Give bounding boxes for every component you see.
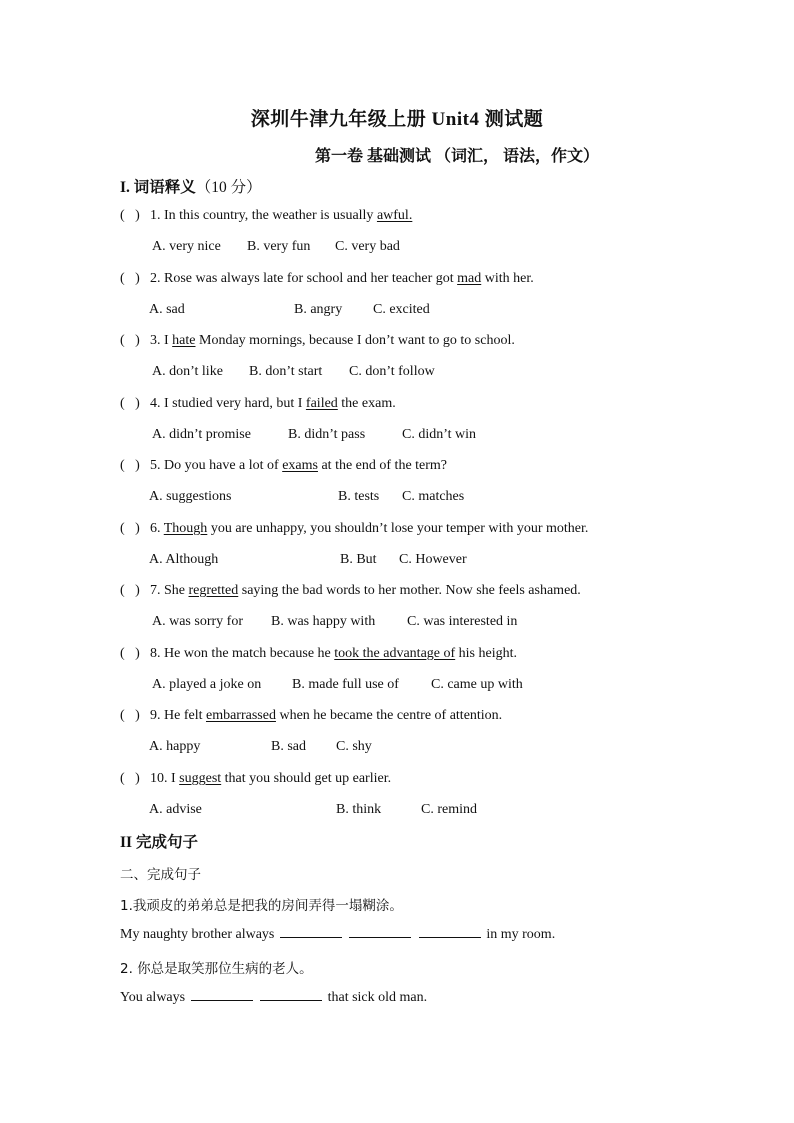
options-7 — [120, 614, 720, 634]
question-text: 9. He felt — [150, 708, 206, 723]
underlined-word: embarrassed — [205, 708, 276, 723]
page-subtitle: 第一卷 基础测试 （词汇， 语法，作文） — [314, 148, 599, 165]
answer-blank[interactable] — [191, 988, 253, 1001]
options-3 — [120, 364, 720, 384]
question-text: 3. I — [150, 333, 173, 348]
question-5 — [120, 458, 447, 474]
option-c[interactable]: C. However — [399, 552, 467, 567]
answer-bracket[interactable]: ( ) — [120, 396, 140, 411]
option-c[interactable]: C. came up with — [431, 677, 523, 692]
option-c[interactable]: C. don’t follow — [349, 364, 435, 379]
question-text-end: Monday mornings, because I don’t want to go to school. — [195, 333, 515, 348]
answer-bracket[interactable]: ( ) — [120, 771, 140, 786]
underlined-word: regretted — [188, 583, 239, 598]
answer-blank[interactable] — [349, 925, 411, 938]
option-c[interactable]: C. remind — [421, 802, 477, 817]
option-b[interactable]: B. don’t start — [249, 364, 323, 379]
option-a[interactable]: A. advise — [149, 802, 202, 817]
question-text-end: the exam. — [337, 396, 396, 411]
option-c[interactable]: C. very bad — [335, 239, 400, 254]
option-c[interactable]: C. was interested in — [407, 614, 518, 629]
answer-bracket[interactable]: ( ) — [120, 333, 140, 348]
option-b[interactable]: B. didn’t pass — [288, 427, 366, 442]
option-a[interactable]: A. was sorry for — [152, 614, 243, 629]
underlined-word: exams — [282, 458, 318, 473]
answer-bracket[interactable]: ( ) — [120, 708, 140, 723]
option-b[interactable]: B. tests — [338, 489, 380, 504]
underlined-word: hate — [172, 333, 196, 348]
option-a[interactable]: A. Although — [149, 552, 219, 567]
section-1-title: I. 词语释义 — [120, 179, 196, 196]
sentence-1-english — [120, 925, 555, 943]
question-text-end: you are unhappy, you shouldn’t lose your temper with your mother. — [207, 521, 589, 536]
question-1 — [120, 208, 412, 224]
answer-blank[interactable] — [280, 925, 342, 938]
underlined-word: suggest — [179, 771, 222, 786]
question-text: 8. He won the match because he — [150, 646, 335, 661]
answer-bracket[interactable]: ( ) — [120, 521, 140, 536]
option-a[interactable]: A. suggestions — [149, 489, 232, 504]
option-b[interactable]: B. very fun — [247, 239, 311, 254]
question-9 — [120, 708, 502, 724]
answer-blank[interactable] — [419, 925, 481, 938]
page-title: 深圳牛津九年级上册 Unit4 测试题 — [250, 109, 544, 130]
question-6 — [120, 521, 588, 537]
section-1-heading — [120, 175, 262, 197]
sentence-2-chinese: 2. 你总是取笑那位生病的老人。 — [120, 961, 313, 977]
question-text-end: his height. — [455, 646, 518, 661]
question-text-end: saying the bad words to her mother. Now she feels ashamed. — [238, 583, 581, 598]
section-2-subheading: 二、完成句子 — [120, 867, 201, 883]
option-a[interactable]: A. don’t like — [152, 364, 223, 379]
option-a[interactable]: A. sad — [149, 302, 185, 317]
option-a[interactable]: A. very nice — [152, 239, 221, 254]
option-c[interactable]: C. excited — [373, 302, 430, 317]
question-2 — [120, 271, 534, 287]
option-b[interactable]: B. made full use of — [292, 677, 399, 692]
option-b[interactable]: B. sad — [271, 739, 306, 754]
answer-bracket[interactable]: ( ) — [120, 208, 140, 223]
question-text-end: that you should get up earlier. — [221, 771, 392, 786]
underlined-word: failed — [305, 396, 338, 411]
question-text: 6. — [150, 521, 164, 536]
option-c[interactable]: C. didn’t win — [402, 427, 477, 442]
question-text: 10. I — [150, 771, 180, 786]
question-text-end: when he became the centre of attention. — [275, 708, 503, 723]
answer-blank[interactable] — [260, 988, 322, 1001]
options-8 — [120, 677, 720, 697]
question-text-end: with her. — [481, 271, 534, 286]
options-10 — [120, 802, 720, 822]
section-2-heading: II 完成句子 — [120, 834, 198, 851]
option-c[interactable]: C. shy — [336, 739, 372, 754]
option-b[interactable]: B. was happy with — [271, 614, 376, 629]
underlined-word: Though — [163, 521, 208, 536]
sentence-1-chinese: 1.我顽皮的弟弟总是把我的房间弄得一塌糊涂。 — [120, 898, 403, 914]
sentence-2-suffix: that sick old man. — [327, 990, 428, 1005]
options-6 — [120, 552, 720, 572]
question-7 — [120, 583, 581, 599]
question-text: 7. She — [150, 583, 189, 598]
option-a[interactable]: A. happy — [149, 739, 201, 754]
question-4 — [120, 396, 396, 412]
option-c[interactable]: C. matches — [402, 489, 465, 504]
answer-bracket[interactable]: ( ) — [120, 458, 140, 473]
option-a[interactable]: A. didn’t promise — [152, 427, 251, 442]
option-b[interactable]: B. angry — [294, 302, 343, 317]
section-1-score: （10 分） — [195, 179, 262, 196]
options-9 — [120, 739, 720, 759]
answer-bracket[interactable]: ( ) — [120, 271, 140, 286]
question-text: 5. Do you have a lot of — [150, 458, 283, 473]
options-4 — [120, 427, 720, 447]
sentence-2-english — [120, 988, 427, 1006]
question-10 — [120, 771, 391, 787]
underlined-word: mad — [457, 271, 482, 286]
option-a[interactable]: A. played a joke on — [152, 677, 262, 692]
question-text: 1. In this country, the weather is usually — [150, 208, 377, 223]
sentence-1-suffix: in my room. — [486, 927, 556, 942]
answer-bracket[interactable]: ( ) — [120, 583, 140, 598]
question-8 — [120, 646, 517, 662]
sentence-2-prefix: You always — [120, 990, 186, 1005]
question-3 — [120, 333, 515, 349]
option-b[interactable]: B. But — [340, 552, 377, 567]
question-text-end: at the end of the term? — [317, 458, 448, 473]
option-b[interactable]: B. think — [336, 802, 382, 817]
options-2 — [120, 302, 720, 322]
underlined-word: awful. — [376, 208, 413, 223]
answer-bracket[interactable]: ( ) — [120, 646, 140, 661]
sentence-1-prefix: My naughty brother always — [120, 927, 275, 942]
options-5 — [120, 489, 720, 509]
question-text: 2. Rose was always late for school and her teacher got — [150, 271, 458, 286]
underlined-word: took the advantage of — [334, 646, 456, 661]
question-text: 4. I studied very hard, but I — [150, 396, 306, 411]
options-1 — [120, 239, 720, 259]
